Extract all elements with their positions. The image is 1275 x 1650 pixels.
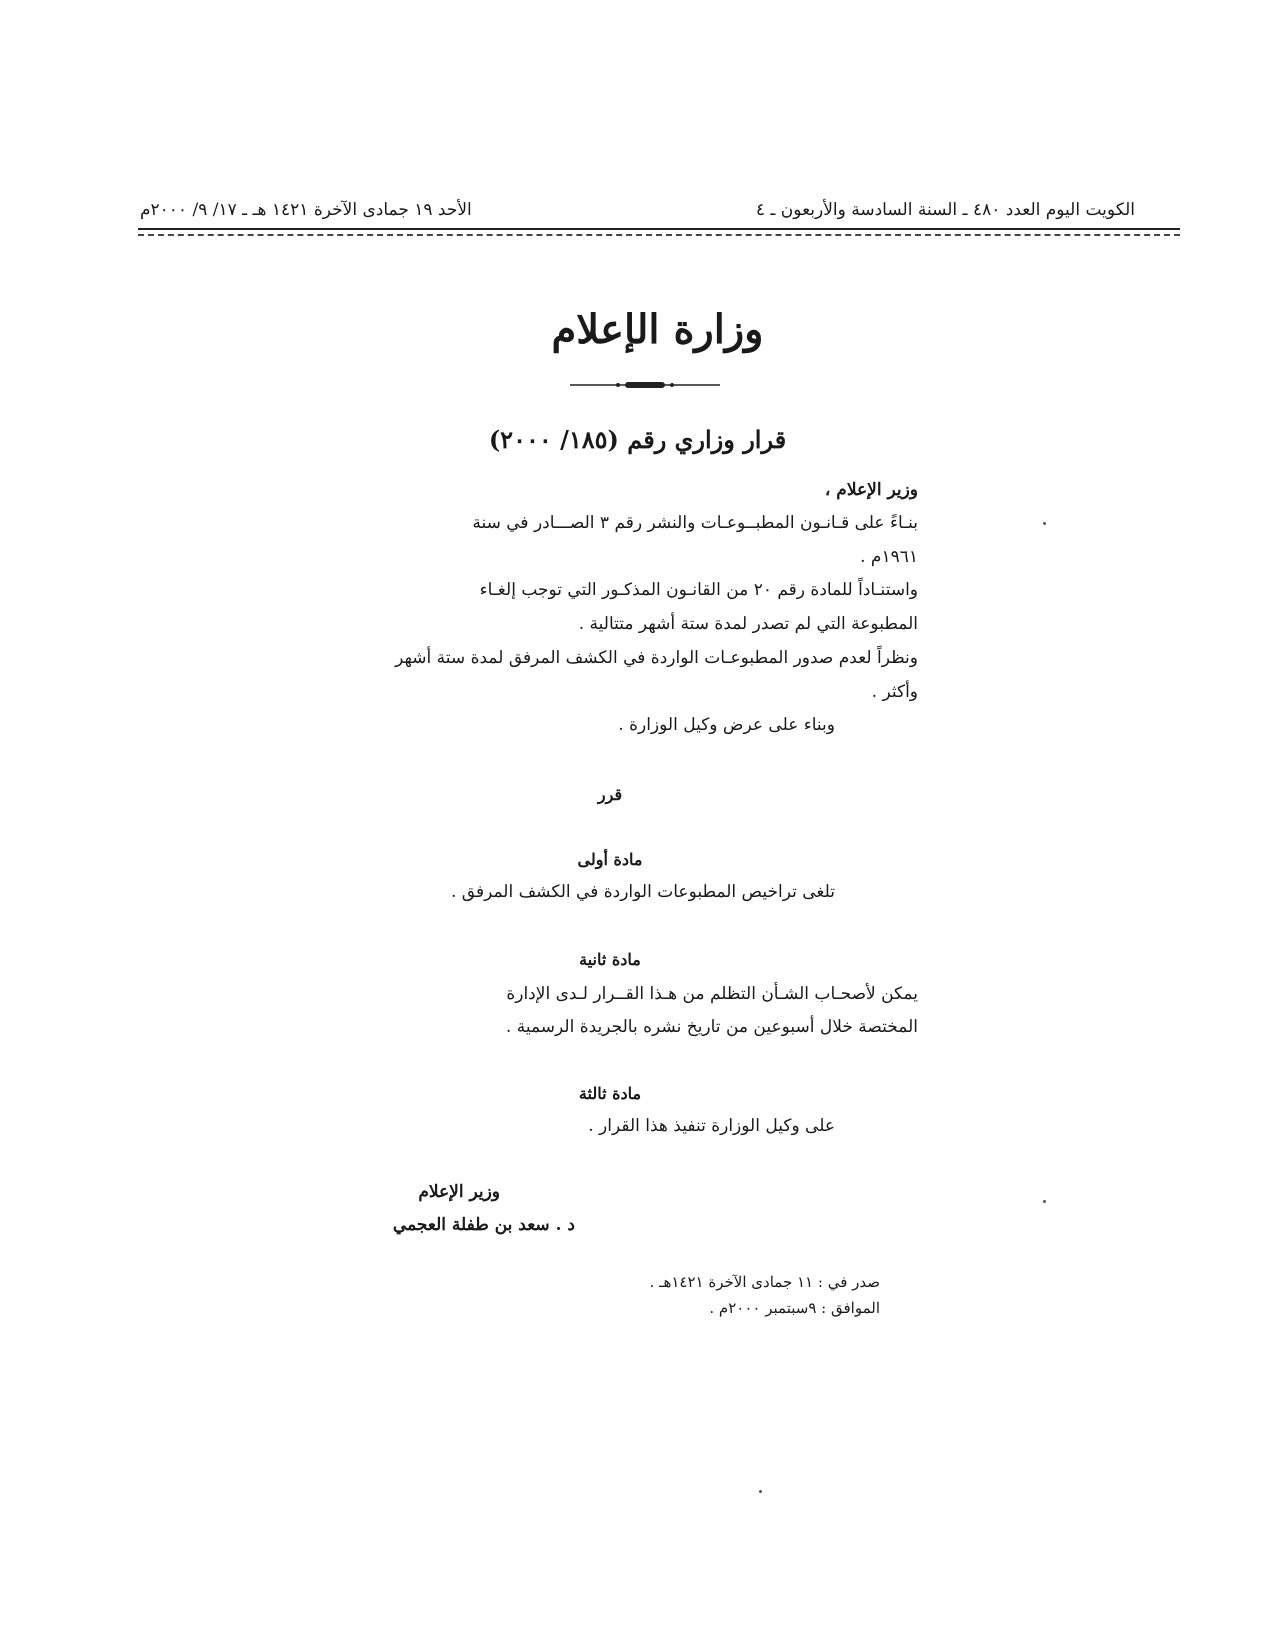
article-3-heading: مادة ثالثة: [578, 1084, 642, 1103]
preamble-minister: وزير الإعلام ،: [824, 480, 918, 500]
preamble-p3-line1: ونظراً لعدم صدور المطبوعـات الواردة في الكشف المرفق لمدة ستة أشهر: [395, 648, 918, 668]
scan-speck: [1043, 1200, 1046, 1203]
header-rule: [138, 228, 1180, 230]
article-1-text: تلغى تراخيص المطبوعات الواردة في الكشف المرفق .: [450, 882, 835, 902]
signature-name: د . سعد بن طفلة العجمي: [392, 1215, 575, 1235]
signature-title: وزير الإعلام: [418, 1182, 500, 1202]
decree-title: قرار وزاري رقم (١٨٥/ ٢٠٠٠): [488, 425, 787, 454]
preamble-p2-line2: المطبوعة التي لم تصدر لمدة ستة أشهر متتالية .: [578, 614, 918, 634]
ornament-divider: [570, 380, 720, 390]
article-3-text: على وكيل الوزارة تنفيذ هذا القرار .: [588, 1116, 835, 1136]
issued-date-hijri: صدر في : ١١ جمادى الآخرة ١٤٢١هـ .: [649, 1273, 880, 1291]
article-2-heading: مادة ثانية: [579, 950, 641, 969]
ministry-logo: [530, 300, 785, 360]
article-1-heading: مادة أولى: [577, 850, 643, 869]
header-rule-dashed: [138, 234, 1180, 236]
gazette-date-header: الأحد ١٩ جمادى الآخرة ١٤٢١ هـ ـ ١٧/ ٩/ ٢٠٠٠م: [140, 200, 472, 220]
scan-speck: [759, 1490, 762, 1493]
article-2-text-line1: يمكن لأصحـاب الشـأن التظلم من هـذا القــرار لـدى الإدارة: [506, 984, 918, 1004]
article-2-text-line2: المختصة خلال أسبوعين من تاريخ نشره بالجريدة الرسمية .: [505, 1017, 918, 1037]
scan-speck: [1043, 522, 1046, 525]
preamble-p1-line2: ١٩٦١م .: [860, 547, 918, 567]
ministry-logo-text: وزارة الإعلام: [551, 306, 764, 353]
preamble-p3-line2: وأكثر .: [871, 682, 918, 702]
gazette-issue-header: الكويت اليوم العدد ٤٨٠ ـ السنة السادسة والأربعون ـ ٤: [755, 200, 1135, 220]
preamble-p1-line1: بنـاءً على قـانـون المطبــوعـات والنشر رقم ٣ الصـــادر في سنة: [472, 513, 918, 533]
preamble-p4: وبناء على عرض وكيل الوزارة .: [618, 715, 835, 735]
preamble-p2-line1: واستنـاداً للمادة رقم ٢٠ من القانـون المذكـور التي توجب إلغـاء: [479, 580, 918, 600]
decided-heading: قرر: [597, 785, 623, 804]
issued-date-gregorian: الموافق : ٩سبتمبر ٢٠٠٠م .: [709, 1299, 880, 1317]
